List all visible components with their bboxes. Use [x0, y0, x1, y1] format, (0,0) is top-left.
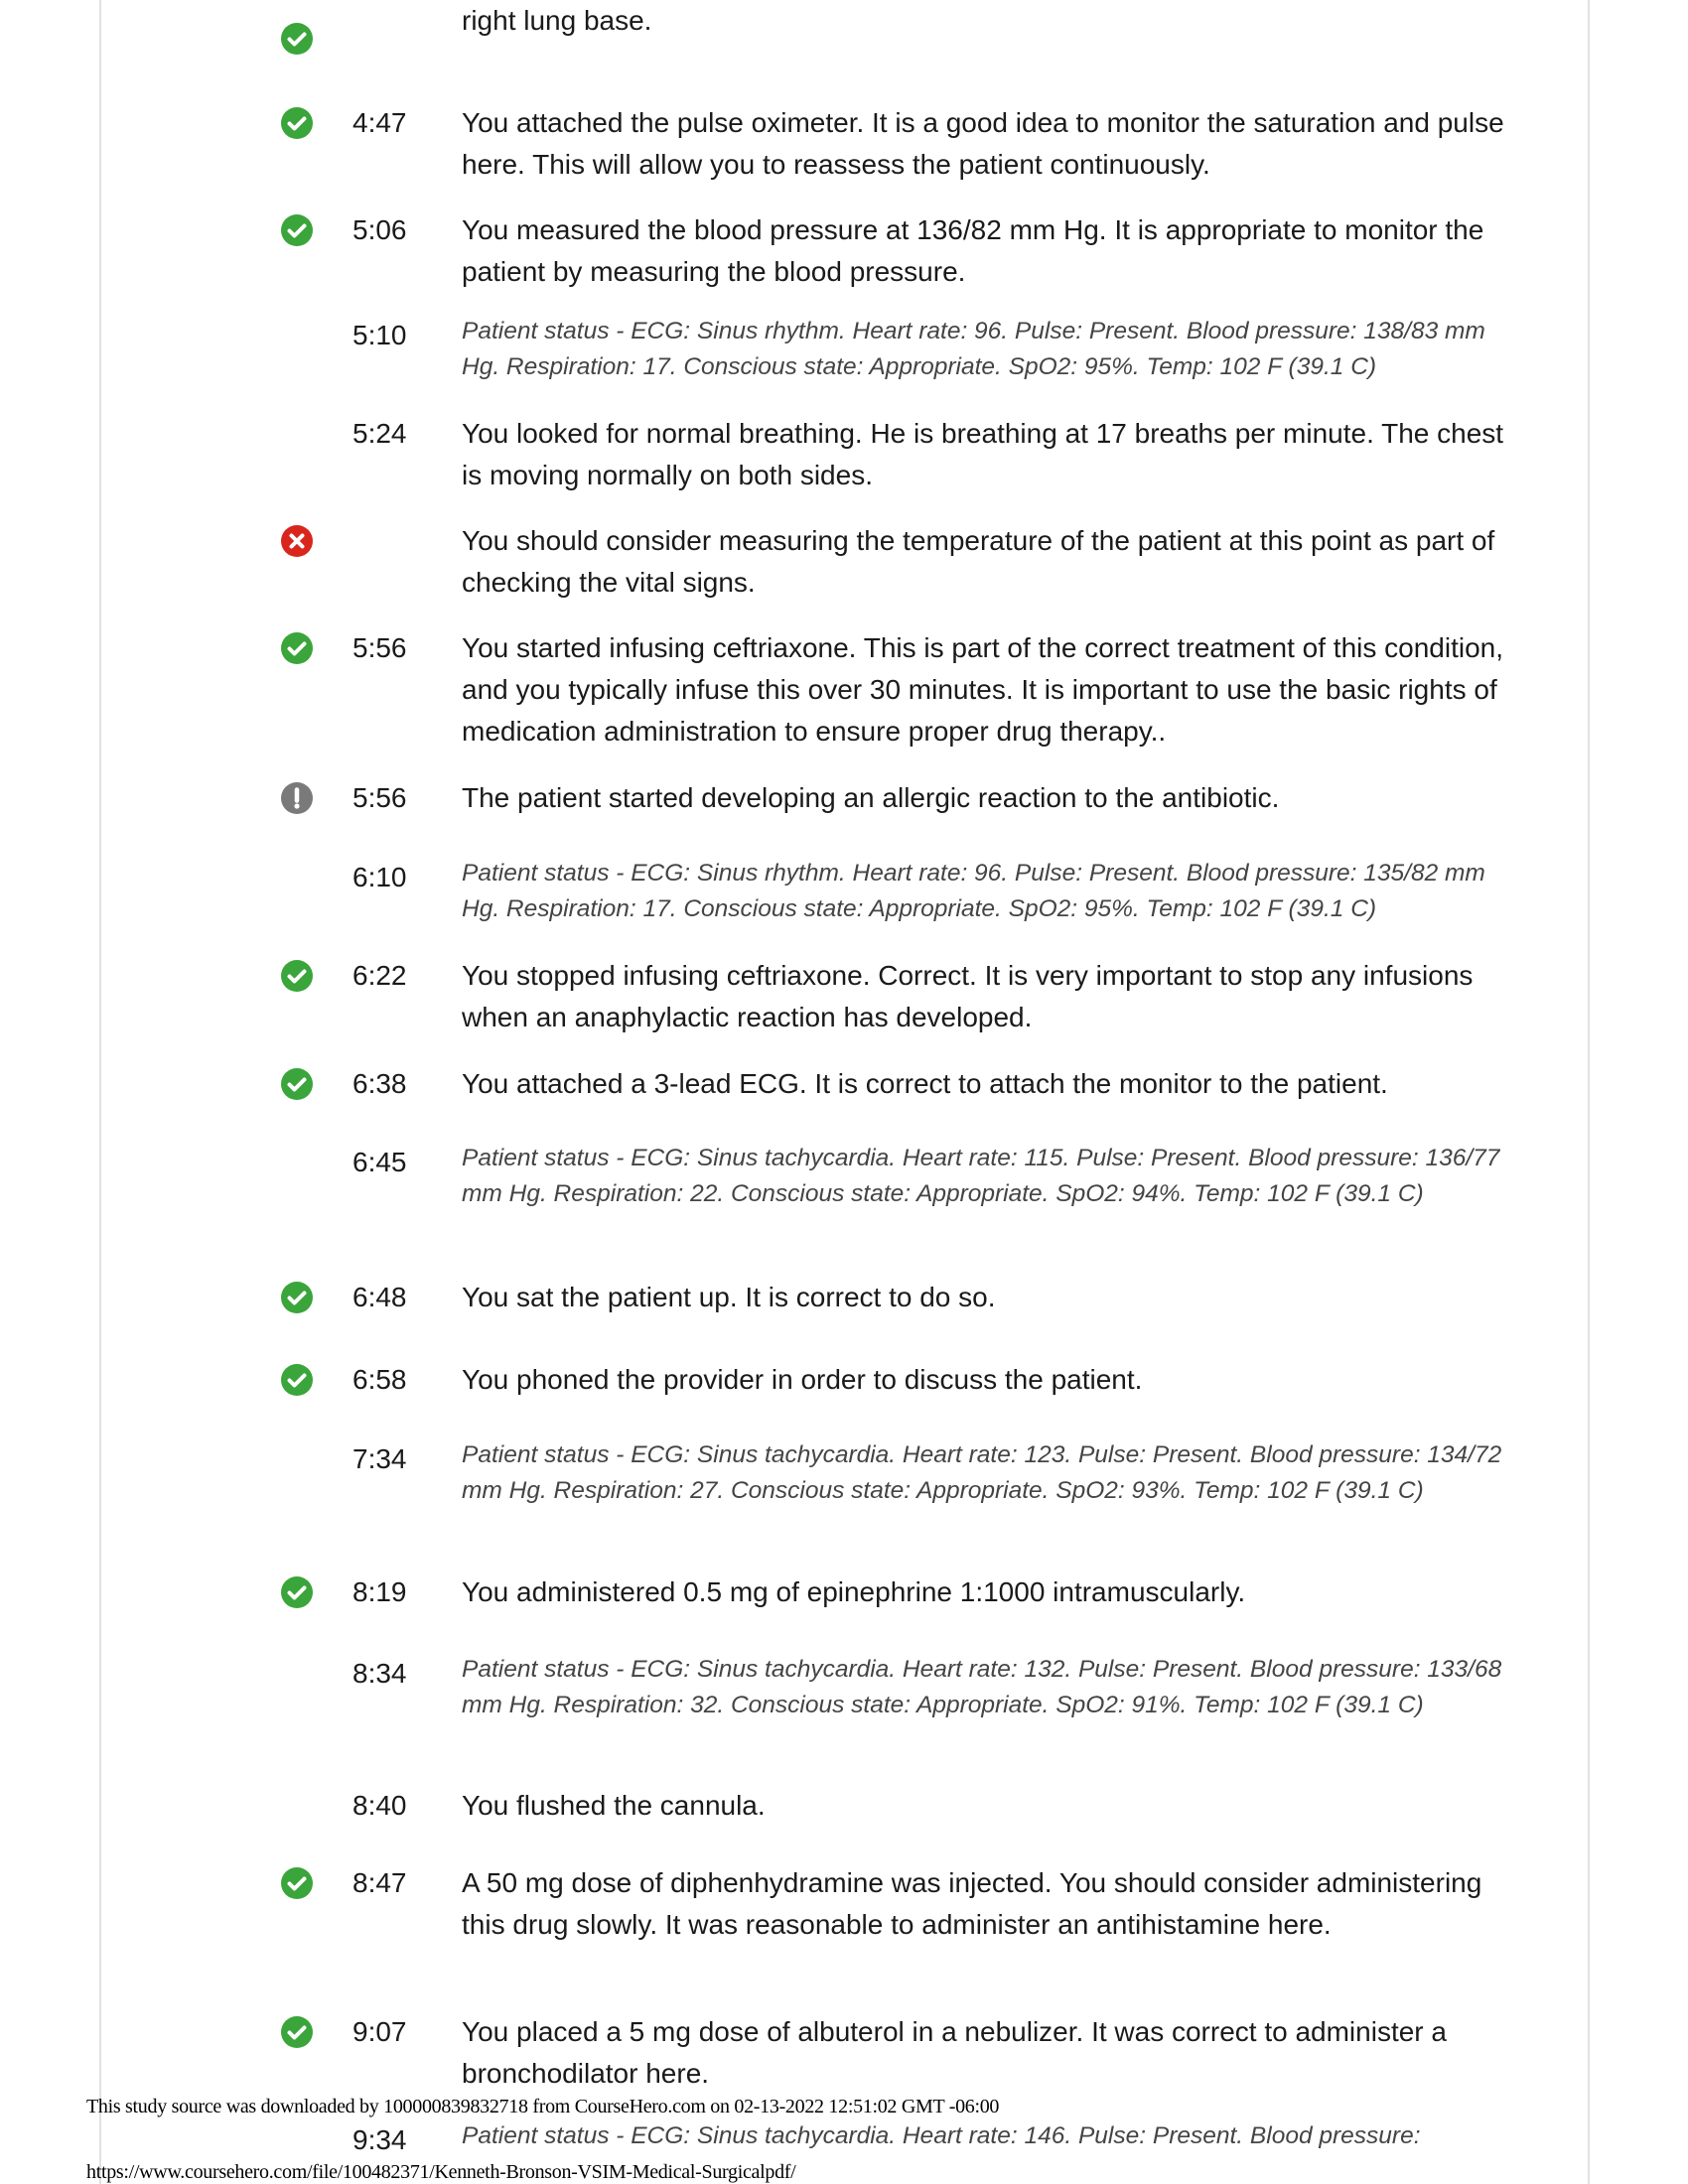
check-circle-icon — [281, 1282, 313, 1313]
event-text: You attached the pulse oximeter. It is a good idea to monitor the saturation and pulse here. This will allow you to reassess the patient continuously. — [462, 107, 1504, 180]
event-text: You looked for normal breathing. He is breathing at 17 breaths per minute. The chest is moving normally on both sides. — [462, 418, 1504, 490]
alert-exclamation-icon — [281, 782, 313, 814]
event-text: You sat the patient up. It is correct to do so. — [462, 1282, 996, 1312]
page-border-right — [1588, 0, 1590, 2184]
event-time: 5:24 — [352, 418, 407, 449]
download-notice: This study source was downloaded by 100000839832718 from CourseHero.com on 02-13-2022 12:51:02 GMT -06:00 — [86, 2096, 1000, 2117]
event-time: 6:45 — [352, 1147, 407, 1177]
event-time: 5:06 — [352, 214, 407, 245]
event-text: You started infusing ceftriaxone. This is part of the correct treatment of this condition, and you typically infuse this over 30 minutes. It is important to use the basic rights of medication administration to ensure proper drug therapy.. — [462, 632, 1504, 747]
event-time: 8:47 — [352, 1867, 407, 1898]
patient-status-text: Patient status - ECG: Sinus tachycardia. Heart rate: 123. Pulse: Present. Blood pressure: 134/72 mm Hg. Respiration: 27. Conscious state: Appropriate. SpO2: 93%. Temp: 102 F (39.1 C) — [462, 1441, 1502, 1504]
check-circle-icon — [281, 1364, 313, 1396]
event-text: You stopped infusing ceftriaxone. Correct. It is very important to stop any infusions when an anaphylactic reaction has developed. — [462, 960, 1474, 1032]
event-text: You flushed the cannula. — [462, 1790, 766, 1821]
check-circle-icon — [281, 23, 313, 55]
error-x-circle-icon — [281, 525, 313, 557]
event-text: You attached a 3-lead ECG. It is correct to attach the monitor to the patient. — [462, 1068, 1388, 1099]
event-time: 6:22 — [352, 960, 407, 991]
check-circle-icon — [281, 214, 313, 246]
event-time: 8:40 — [352, 1790, 407, 1821]
event-time: 4:47 — [352, 107, 407, 138]
check-circle-icon — [281, 1068, 313, 1100]
event-text: right lung base. — [462, 5, 652, 36]
event-time: 6:48 — [352, 1282, 407, 1312]
patient-status-text: Patient status - ECG: Sinus rhythm. Heart rate: 96. Pulse: Present. Blood pressure: 135/82 mm Hg. Respiration: 17. Conscious state: Appropriate. SpO2: 95%. Temp: 102 F (39.1 C) — [462, 860, 1485, 922]
event-text: You measured the blood pressure at 136/82 mm Hg. It is appropriate to monitor the patient by measuring the blood pressure. — [462, 214, 1484, 287]
event-time: 6:58 — [352, 1364, 407, 1395]
patient-status-text: Patient status - ECG: Sinus tachycardia. Heart rate: 146. Pulse: Present. Blood pressure: — [462, 2122, 1421, 2149]
check-circle-icon — [281, 1867, 313, 1899]
check-circle-icon — [281, 960, 313, 992]
event-time: 7:34 — [352, 1443, 407, 1474]
event-text: You placed a 5 mg dose of albuterol in a nebulizer. It was correct to administer a bronchodilator here. — [462, 2016, 1447, 2089]
event-time: 8:34 — [352, 1658, 407, 1689]
event-text: The patient started developing an allergic reaction to the antibiotic. — [462, 782, 1280, 813]
patient-status-text: Patient status - ECG: Sinus tachycardia. Heart rate: 115. Pulse: Present. Blood pressure: 136/77 mm Hg. Respiration: 22. Conscious state: Appropriate. SpO2: 94%. Temp: 102 F (39.1 C) — [462, 1145, 1500, 1207]
event-time: 6:38 — [352, 1068, 407, 1099]
event-text: You administered 0.5 mg of epinephrine 1:1000 intramuscularly. — [462, 1576, 1246, 1607]
event-time: 9:34 — [352, 2124, 407, 2155]
patient-status-text: Patient status - ECG: Sinus rhythm. Heart rate: 96. Pulse: Present. Blood pressure: 138/83 mm Hg. Respiration: 17. Conscious state: Appropriate. SpO2: 95%. Temp: 102 F (39.1 C) — [462, 318, 1485, 380]
page-border-left — [99, 0, 101, 2184]
event-time: 5:10 — [352, 320, 407, 350]
event-time: 8:19 — [352, 1576, 407, 1607]
check-circle-icon — [281, 2016, 313, 2048]
event-text: You should consider measuring the temperature of the patient at this point as part of checking the vital signs. — [462, 525, 1495, 598]
source-url[interactable]: https://www.coursehero.com/file/100482371/Kenneth-Bronson-VSIM-Medical-Surgicalpdf/ — [86, 2161, 796, 2183]
event-time: 5:56 — [352, 632, 407, 663]
check-circle-icon — [281, 107, 313, 139]
event-time: 6:10 — [352, 862, 407, 892]
check-circle-icon — [281, 632, 313, 664]
event-text: You phoned the provider in order to discuss the patient. — [462, 1364, 1143, 1395]
check-circle-icon — [281, 1576, 313, 1608]
event-text: A 50 mg dose of diphenhydramine was injected. You should consider administering this drug slowly. It was reasonable to administer an antihistamine here. — [462, 1867, 1482, 1940]
event-time: 9:07 — [352, 2016, 407, 2047]
patient-status-text: Patient status - ECG: Sinus tachycardia. Heart rate: 132. Pulse: Present. Blood pressure: 133/68 mm Hg. Respiration: 32. Conscious state: Appropriate. SpO2: 91%. Temp: 102 F (39.1 C) — [462, 1656, 1502, 1718]
event-time: 5:56 — [352, 782, 407, 813]
